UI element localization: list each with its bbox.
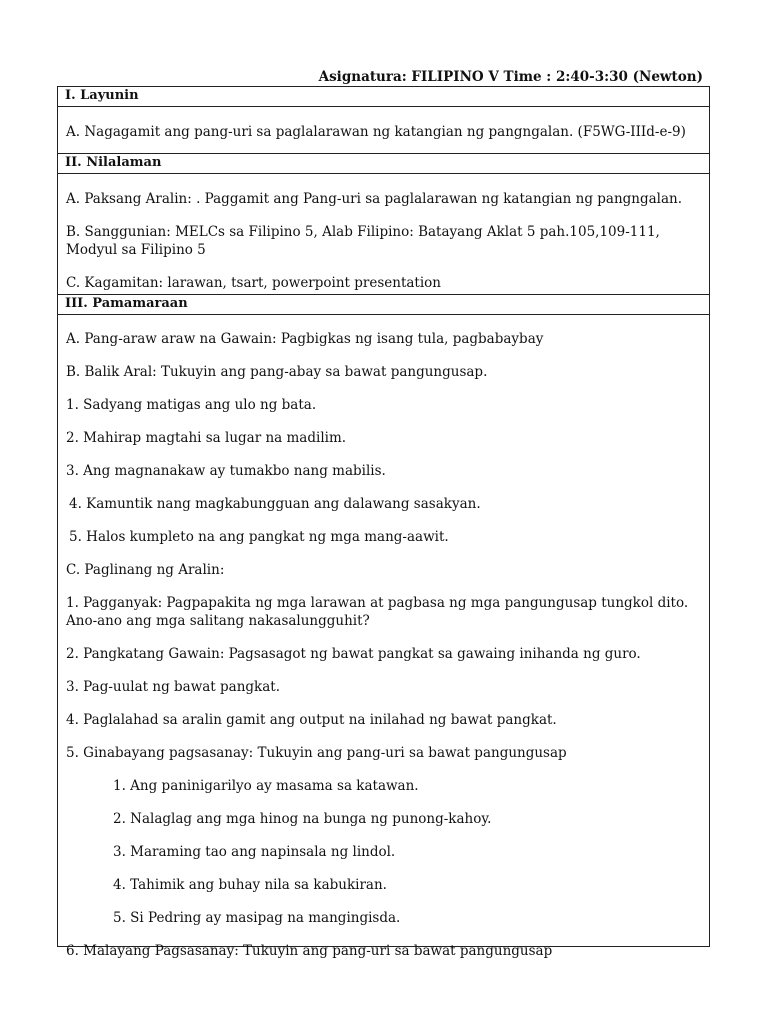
pamamaraan-subitem: 5. Si Pedring ay masipag na mangingisda. bbox=[113, 910, 401, 926]
section-pamamaraan bbox=[58, 294, 709, 960]
section-body-layunin bbox=[58, 107, 709, 153]
nilalaman-item: B. Sanggunian: MELCs sa Filipino 5, Alab Filipino: Batayang Aklat 5 pah.105,109-111, Modyul sa Filipino 5 bbox=[66, 224, 660, 258]
pamamaraan-item: 3. Pag-uulat ng bawat pangkat. bbox=[66, 679, 280, 695]
section-nilalaman bbox=[58, 153, 709, 294]
pamamaraan-item: 2. Pangkatang Gawain: Pagsasagot ng bawat pangkat sa gawaing inihanda ng guro. bbox=[66, 646, 641, 662]
pamamaraan-subitem: 4. Tahimik ang buhay nila sa kabukiran. bbox=[113, 877, 387, 893]
section-title-pamamaraan: III. Pamamaraan bbox=[58, 294, 709, 315]
pamamaraan-item: C. Paglinang ng Aralin: bbox=[66, 562, 225, 578]
pamamaraan-item: 2. Mahirap magtahi sa lugar na madilim. bbox=[66, 430, 347, 446]
pamamaraan-item: 1. Sadyang matigas ang ulo ng bata. bbox=[66, 397, 317, 413]
pamamaraan-subitem: 2. Nalaglag ang mga hinog na bunga ng punong-kahoy. bbox=[113, 811, 492, 827]
pamamaraan-item: 4. Kamuntik nang magkabungguan ang dalawang sasakyan. bbox=[69, 496, 481, 512]
lesson-plan-table bbox=[57, 86, 710, 959]
section-body-pamamaraan bbox=[58, 315, 709, 960]
section-title-layunin: I. Layunin bbox=[58, 87, 709, 107]
pamamaraan-item: 4. Paglalahad sa aralin gamit ang output na inilahad ng bawat pangkat. bbox=[66, 712, 557, 728]
pamamaraan-item: 1. Pagganyak: Pagpapakita ng mga larawan at pagbasa ng mga pangungusap tungkol dito. Ano-ano ang mga salitang nakasalungguhit? bbox=[66, 595, 689, 629]
pamamaraan-subitem: 3. Maraming tao ang napinsala ng lindol. bbox=[113, 844, 396, 860]
pamamaraan-subitem: 1. Ang paninigarilyo ay masama sa katawan. bbox=[113, 778, 419, 794]
section-layunin bbox=[58, 87, 709, 153]
section-title-nilalaman: II. Nilalaman bbox=[58, 153, 709, 174]
pamamaraan-item: 3. Ang magnanakaw ay tumakbo nang mabilis. bbox=[66, 463, 386, 479]
document-header: Asignatura: FILIPINO V Time : 2:40-3:30 (Newton) bbox=[318, 69, 703, 85]
nilalaman-item: C. Kagamitan: larawan, tsart, powerpoint presentation bbox=[66, 275, 441, 291]
pamamaraan-item: 6. Malayang Pagsasanay: Tukuyin ang pang-uri sa bawat pangungusap bbox=[66, 943, 553, 959]
pamamaraan-item: 5. Ginabayang pagsasanay: Tukuyin ang pang-uri sa bawat pangungusap bbox=[66, 745, 567, 761]
pamamaraan-item: A. Pang-araw araw na Gawain: Pagbigkas ng isang tula, pagbabaybay bbox=[66, 331, 544, 347]
nilalaman-item: A. Paksang Aralin: . Paggamit ang Pang-uri sa paglalarawan ng katangian ng pangngalan. bbox=[66, 191, 683, 207]
layunin-item: A. Nagagamit ang pang-uri sa paglalarawan ng katangian ng pangngalan. (F5WG-IIId-e-9) bbox=[66, 124, 686, 140]
pamamaraan-item: B. Balik Aral: Tukuyin ang pang-abay sa bawat pangungusap. bbox=[66, 364, 488, 380]
pamamaraan-item: 5. Halos kumpleto na ang pangkat ng mga mang-aawit. bbox=[69, 529, 449, 545]
section-body-nilalaman bbox=[58, 174, 709, 294]
